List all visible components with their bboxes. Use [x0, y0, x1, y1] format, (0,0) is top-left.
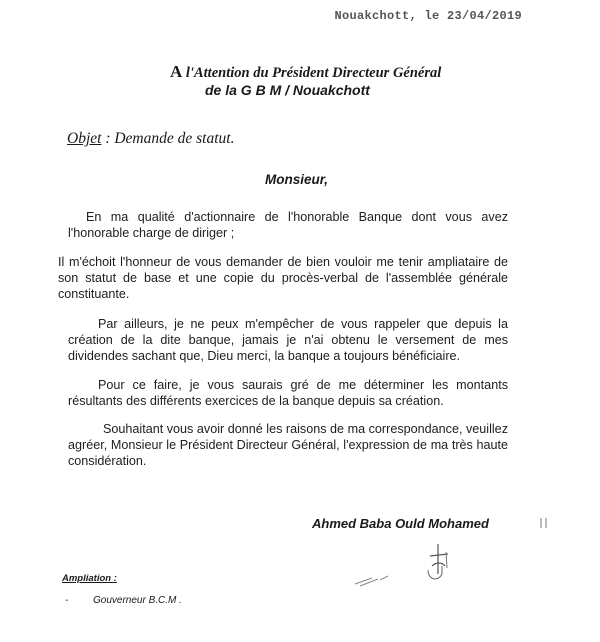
attention-line-2: de la G B M / Nouakchott	[205, 82, 370, 98]
attention-text: l'Attention du Président Directeur Général	[182, 65, 442, 81]
margin-mark-icon	[538, 517, 550, 529]
ampliation-bullet: -	[65, 595, 69, 606]
ampliation-item	[65, 595, 182, 606]
handwritten-signature	[350, 540, 470, 590]
paragraph-3: Par ailleurs, je ne peux m'empêcher de vous rappeler que depuis la création de la dite banque, jamais je n'ai obtenu le versement de mes dividendes sachant que, Dieu merci, la banque a toujours bénéficiaire.	[68, 317, 508, 363]
attention-line-1	[170, 62, 470, 82]
subject-text: Demande de statut.	[114, 130, 235, 147]
subject-line	[67, 130, 234, 148]
salutation: Monsieur,	[265, 172, 329, 187]
paragraph-4: Pour ce faire, je vous saurais gré de me déterminer les montants résultants des différents exercices de la banque depuis sa création.	[68, 378, 508, 408]
paragraph-5: Souhaitant vous avoir donné les raisons de ma correspondance, veuillez agréer, Monsieur le Président Directeur Général, l'expression de ma très haute considération.	[68, 422, 508, 468]
subject-label: Objet	[67, 130, 102, 147]
paragraph-2: Il m'échoit l'honneur de vous demander de bien vouloir me tenir ampliataire de son statut de base et une copie du procès-verbal de l'assemblée générale constituante.	[58, 255, 508, 301]
subject-separator: :	[101, 130, 115, 147]
paragraph-1: En ma qualité d'actionnaire de l'honorable Banque dont vous avez l'honorable charge de diriger ;	[68, 210, 508, 240]
signature-name: Ahmed Baba Ould Mohamed	[312, 516, 489, 531]
ampliation-label: Ampliation :	[62, 573, 117, 584]
attention-initial: A	[170, 62, 183, 81]
ampliation-item-text: Gouverneur B.C.M .	[93, 595, 182, 606]
letter-date: Nouakchott, le 23/04/2019	[334, 9, 522, 23]
